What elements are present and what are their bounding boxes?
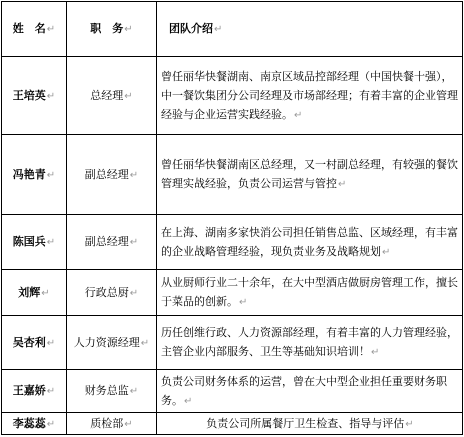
paragraph-mark-icon: ↵ [46,90,56,102]
header-title: 职 务 [90,22,124,35]
header-name: 姓 名 [12,22,46,35]
member-intro: 曾任丽华快餐湖南、南京区域品控部经理（中国快餐十强），中一餐饮集团分公司经理及市场部经理；有着丰富的企业管理经验与企业运营实践经验。 [161,69,458,121]
table-row [2,316,463,370]
team-table [1,1,463,435]
paragraph-mark-icon: ↵ [46,418,56,430]
member-intro-cell [157,57,463,135]
member-name: 王培英 [12,88,46,102]
paragraph-mark-icon: ↵ [124,418,133,430]
paragraph-mark-icon: ↵ [46,337,56,349]
table-row [2,57,463,135]
member-name: 李蕊蕊 [12,416,46,430]
member-name-cell [2,135,67,215]
member-name-cell [2,413,67,435]
header-name-cell [2,2,67,57]
member-title: 副总经理 [84,167,129,181]
member-name: 陈国兵 [12,235,46,248]
paragraph-mark-icon: ↵ [371,347,380,358]
member-intro-cell [157,135,463,215]
paragraph-mark-icon: ↵ [294,109,303,121]
member-name: 冯艳青 [12,167,46,181]
paragraph-mark-icon: ↵ [124,24,133,35]
header-intro: 团队介绍 [169,22,213,35]
member-name-cell [2,316,67,370]
member-name-cell [2,57,67,135]
member-name: 吴杏利 [12,335,46,349]
paragraph-mark-icon: ↵ [184,395,193,407]
member-title-cell [67,370,157,413]
paragraph-mark-icon: ↵ [140,337,150,349]
table-header-row [2,2,463,57]
member-title: 财务总监 [84,384,129,397]
header-intro-cell [157,2,463,57]
member-intro-cell [157,370,463,413]
paragraph-mark-icon: ↵ [338,179,347,190]
member-name-cell [2,370,67,413]
member-intro: 负责公司所属餐厅卫生检查、指导与评估 [206,416,405,430]
member-intro-cell [157,413,463,435]
member-intro: 负责公司财务体系的运营，曾在大中型企业担任重要财务职务。 [161,374,447,407]
paragraph-mark-icon: ↵ [129,169,139,181]
member-name-cell [2,270,67,316]
table-row [2,270,463,316]
paragraph-mark-icon: ↵ [46,237,56,248]
paragraph-mark-icon: ↵ [405,418,414,430]
member-intro: 从业厨师行业二十余年，在大中型酒店做厨房管理工作，擅长于菜品的创新。 [161,276,458,308]
member-intro-cell [157,215,463,270]
paragraph-mark-icon: ↵ [41,287,50,299]
member-title-cell [67,413,157,435]
member-intro-cell [157,270,463,316]
member-title: 人力资源经理 [73,335,140,349]
member-title-cell [67,135,157,215]
member-name: 刘辉 [18,285,41,299]
member-intro: 历任创维行政、人力资源部经理，有着丰富的人力管理经验，主管企业内部服务、卫生等基础知识培训！ [161,326,458,358]
paragraph-mark-icon: ↵ [46,386,56,397]
member-name: 王嘉娇 [12,384,46,397]
paragraph-mark-icon: ↵ [46,24,56,35]
member-title-cell [67,270,157,316]
paragraph-mark-icon: ↵ [214,24,223,35]
member-intro: 曾任丽华快餐湖南区总经理，又一村副总经理，有较强的餐饮管理实战经验，负责公司运营与管控 [161,158,458,190]
member-title: 总经理 [90,88,124,102]
member-title-cell [67,316,157,370]
paragraph-mark-icon: ↵ [239,297,248,308]
table-row [2,370,463,413]
member-title: 质检部 [90,416,124,430]
table-row [2,215,463,270]
member-intro-cell [157,316,463,370]
member-title-cell [67,57,157,135]
member-title: 副总经理 [84,235,129,248]
paragraph-mark-icon: ↵ [129,237,139,248]
member-title: 行政总厨 [84,285,129,299]
member-name-cell [2,215,67,270]
paragraph-mark-icon: ↵ [382,246,391,258]
paragraph-mark-icon: ↵ [46,169,56,181]
member-title-cell [67,215,157,270]
paragraph-mark-icon: ↵ [129,386,139,397]
table-row [2,413,463,435]
header-title-cell [67,2,157,57]
paragraph-mark-icon: ↵ [129,287,139,299]
paragraph-mark-icon: ↵ [124,90,133,102]
member-intro: 在上海、湖南多家快消公司担任销售总监、区域经理，有丰富的企业战略管理经验，现负责业务及战略规划 [161,225,458,258]
table-row [2,135,463,215]
